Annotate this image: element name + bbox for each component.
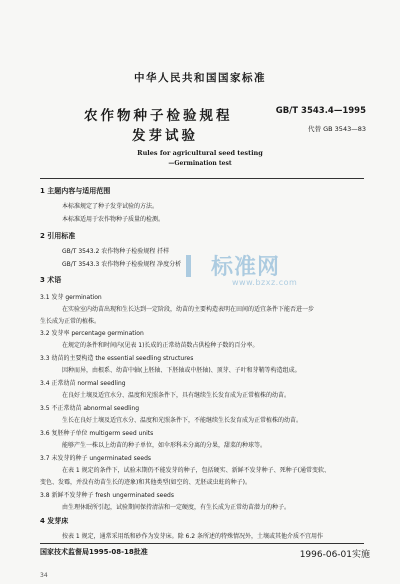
section-1-para-2: 本标准适用于农作物种子质量的检测。 [62, 216, 165, 223]
term-3-8: 3.8 新鲜不发芽种子 fresh ungerminated seeds [40, 492, 174, 499]
section-2-ref-1: GB/T 3543.2 农作物种子检验规程 扦样 [62, 248, 170, 255]
term-3-2: 3.2 发芽率 percentage germination [40, 330, 144, 337]
page-number: 34 [40, 572, 48, 579]
standard-title-line2: 发芽试验 [132, 128, 198, 144]
section-4-para-1: 按表 1 规定，通常采用纸和砂作为发芽床。除 6.2 条所述的特殊情况外，土壤或其他介质不宜用作 [62, 533, 323, 540]
section-1-heading: 1 主题内容与适用范围 [40, 187, 111, 195]
term-3-1-desc-2: 生长成为正常的植株。 [40, 318, 101, 325]
section-3-heading: 3 术语 [40, 276, 62, 284]
term-3-6: 3.6 复胚种子单位 multigerm seed units [40, 430, 154, 437]
standard-title-line1: 农作物种子检验规程 [84, 108, 233, 124]
section-4-heading: 4 发芽床 [40, 517, 69, 525]
term-3-2-desc: 在规定的条件和时间内(见表 1)长成的正常幼苗数占供检种子数的百分率。 [62, 342, 259, 349]
section-1-para-1: 本标准规定了种子发芽试验的方法。 [62, 203, 159, 210]
term-3-3-desc: 因种而异，由根系、幼苗中轴(上胚轴、下胚轴或中胚轴)、顶芽、子叶和芽鞘等构造组成。 [62, 367, 301, 374]
term-3-3: 3.3 幼苗的主要构造 the essential seedling structures [40, 355, 194, 362]
approval-note: 国家技术监督局1995-08-18批准 [40, 548, 148, 556]
term-3-4: 3.4 正常幼苗 normal seedling [40, 380, 126, 387]
issuing-country: 中华人民共和国国家标准 [134, 72, 266, 84]
watermark-subtext: www.bzxz.com [232, 278, 298, 287]
standard-number: GB/T 3543.4—1995 [275, 106, 366, 116]
watermark-icon [186, 255, 209, 277]
section-2-heading: 2 引用标准 [40, 232, 76, 240]
term-3-5-desc: 生长在良好土壤及适宜水分、温度和光照条件下，不能继续生长发育成为正常植株的幼苗。 [62, 417, 303, 424]
watermark-logo [186, 250, 280, 281]
term-3-1: 3.1 发芽 germination [40, 294, 102, 301]
term-3-8-desc: 由生理休眠所引起，试验期间保持清洁和一定硬度，有生长成为正常幼苗潜力的种子。 [62, 504, 291, 511]
implementation-date: 1996-06-01实施 [299, 550, 370, 560]
section-2-ref-2: GB/T 3543.3 农作物种子检验规程 净度分析 [62, 261, 182, 268]
header-divider [40, 178, 364, 179]
term-3-7-desc-2: 变色、发霉，并没有幼苗生长的迹象)和其他类型(如空的、无胚或虫蛀的种子)。 [40, 479, 252, 486]
watermark-text: 标准网 [211, 255, 281, 280]
term-3-5: 3.5 不正常幼苗 abnormal seedling [40, 405, 140, 412]
term-3-4-desc: 在良好土壤及适宜水分、温度和光照条件下，具有继续生长发育成为正常植株的幼苗。 [62, 392, 291, 399]
term-3-6-desc: 能够产生一株以上幼苗的种子单位，如伞形科未分离的分果，甜菜的种球等。 [62, 442, 267, 449]
term-3-1-desc-1: 在实验室内幼苗出现和生长达到一定阶段，幼苗的主要构造表明在田间的适宜条件下能否进一步 [62, 306, 315, 313]
replaces-note: 代替 GB 3543—83 [308, 125, 366, 133]
english-title-line2: —Germination test [168, 160, 232, 167]
footer-divider [40, 543, 364, 544]
english-title-line1: Rules for agricultural seed testing [137, 149, 263, 157]
term-3-7: 3.7 未发芽的种子 ungerminated seeds [40, 455, 152, 462]
term-3-7-desc-1: 在表 1 规定的条件下，试验末期仍不能发芽的种子，包括硬实、新鲜不发芽种子、死种子(通常变软、 [62, 467, 330, 474]
